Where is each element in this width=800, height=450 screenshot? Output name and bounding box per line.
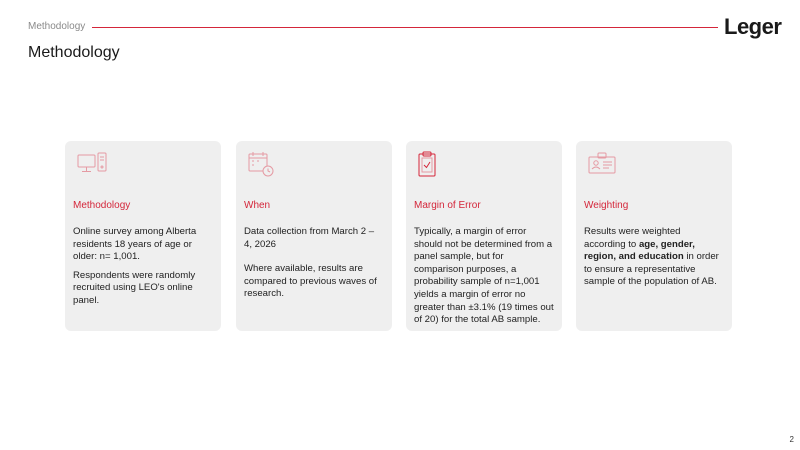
card-title: Methodology	[73, 200, 131, 211]
card-title: Weighting	[584, 200, 629, 211]
card-methodology	[65, 141, 221, 331]
card-body	[244, 226, 384, 307]
card-weighting	[576, 141, 732, 331]
card-margin-of-error	[406, 141, 562, 331]
header-section-label: Methodology	[28, 21, 86, 32]
card-title: Margin of Error	[414, 200, 481, 211]
header-divider	[92, 27, 718, 28]
card-paragraph	[584, 226, 724, 289]
card-paragraph: Typically, a margin of error should not be determined from a panel sample, but for comparison purposes, a probability sample of n=1,001 yields a margin of error no greater than ±3.1% (19 times out of 20) for the total AB sample.	[414, 226, 554, 326]
card-paragraph: Online survey among Alberta residents 18 years of age or older: n= 1,001.	[73, 226, 197, 263]
card-body	[584, 226, 724, 295]
logo-wordmark: Leger	[724, 14, 782, 39]
weighting-text-post: in order to ensure a representative sample of the population of AB.	[584, 251, 719, 288]
calendar-icon	[248, 151, 280, 177]
weighting-factors: age, gender, region, and education	[584, 238, 695, 263]
card-paragraph: Data collection from March 2 – 4, 2026	[244, 226, 375, 250]
card-when	[236, 141, 392, 331]
clipboard-icon	[418, 151, 450, 177]
card-body	[73, 226, 213, 314]
card-title: When	[244, 200, 271, 211]
computer-icon	[77, 151, 109, 177]
weighting-text-pre: Results were weighted according to	[584, 226, 681, 250]
id-card-icon	[588, 151, 620, 177]
page-title: Methodology	[28, 44, 120, 61]
card-paragraph: Where available, results are compared to previous waves of research.	[244, 263, 377, 300]
leger-logo	[724, 14, 782, 48]
card-body	[414, 226, 554, 333]
card-paragraph: Respondents were randomly recruited using LEO's online panel.	[73, 269, 196, 306]
page-number: 2	[789, 435, 794, 444]
